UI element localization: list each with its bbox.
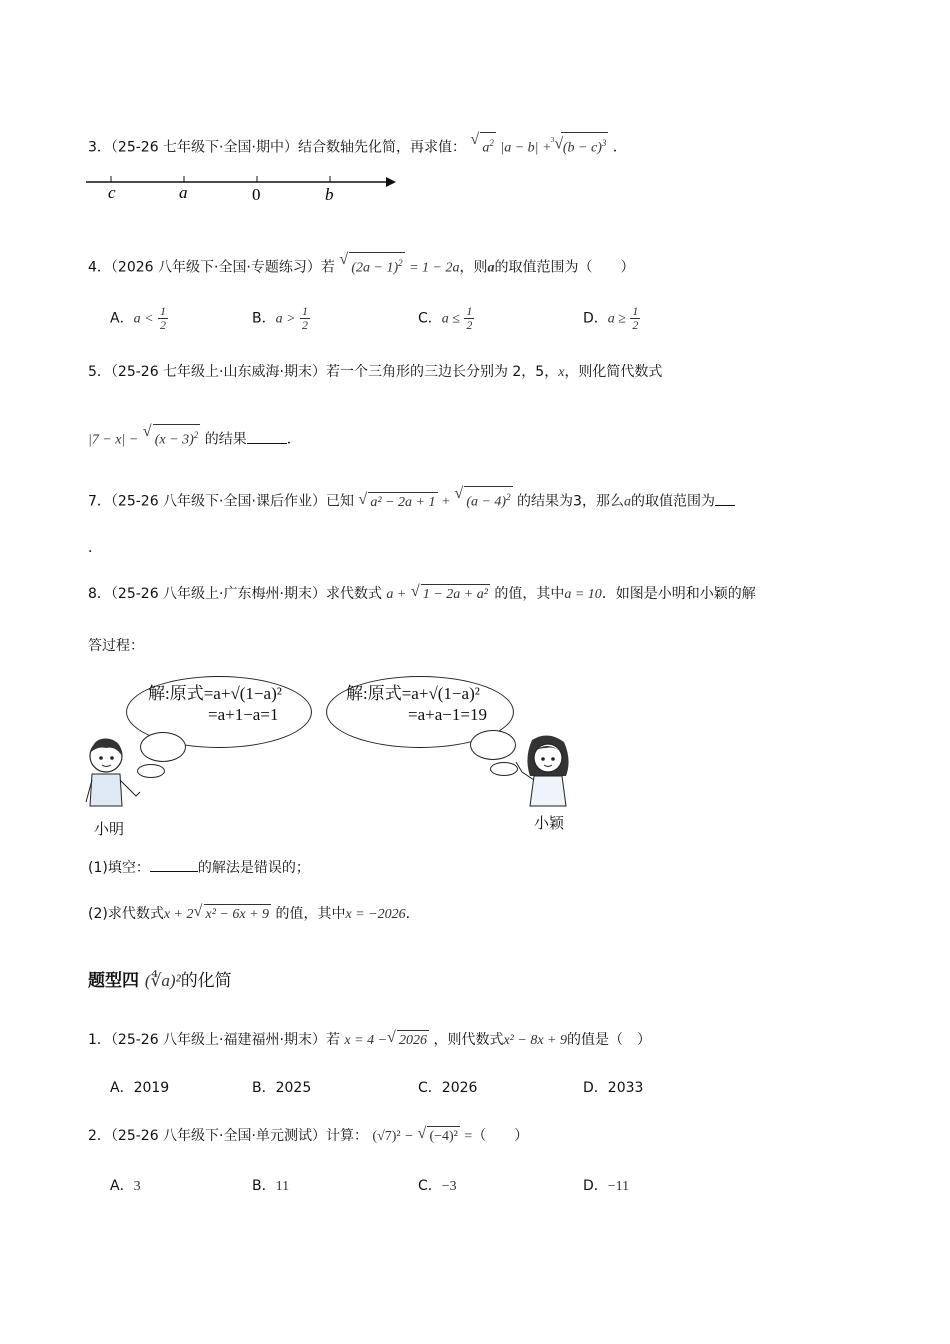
question-8-continuation: 答过程： xyxy=(88,638,144,654)
question-source: （25-26 八年级下·全国·单元测试） xyxy=(110,1128,326,1144)
question-3: 3．（25-26 七年级下·全国·期中）结合数轴先化简，再求值： √ $a^2$ |a − b| + $^3$√ $(b - c)^3$ ． xyxy=(88,132,627,159)
continuation-dot: ． xyxy=(88,540,102,556)
tick-label-b: b xyxy=(325,185,334,204)
number-line-arrow xyxy=(386,177,396,187)
sqrt-expression: √ 2026 xyxy=(387,1030,429,1051)
question-source: （25-26 八年级上·广东梅州·期末） xyxy=(110,586,326,602)
question-5: 5．（25-26 七年级上·山东威海·期末）若一个三角形的三边长分别为 2，5，x，则化简代数式 xyxy=(88,364,663,380)
question-4: 4．（2026 八年级下·全国·专题练习）若 √ $(2a - 1)^2 = 1 - 2a$，则a的取值范围为（ ） xyxy=(88,252,635,279)
section-question-2: 2．（25-26 八年级下·全国·单元测试）计算： (√7)² − √ (−4)² =（ ） xyxy=(88,1126,528,1147)
sqrt-expression: √ 1 − 2a + a² xyxy=(411,584,490,605)
question-source: （25-26 七年级上·山东威海·期末） xyxy=(110,364,326,380)
sqrt-expression: √ $(a - 4)^2$ xyxy=(454,486,512,513)
tick-label-0: 0 xyxy=(252,185,261,204)
question-7: 7．（25-26 八年级下·全国·课后作业）已知 √ a² − 2a + 1 + √ $(a - 4)^2$ 的结果为3，那么a的取值范围为 xyxy=(88,486,735,513)
option-c[interactable]: C．a ≤ $\frac{1}{2}$ xyxy=(418,304,473,332)
option-c[interactable]: C．−3 xyxy=(418,1178,457,1194)
sqrt-expression: √ x² − 6x + 9 xyxy=(194,904,272,925)
answer-blank[interactable] xyxy=(715,505,735,506)
option-a[interactable]: A．a < $\frac{1}{2}$ xyxy=(110,304,166,332)
section-question-1: 1．（25-26 八年级上·福建福州·期末）若 x = 4 − √ 2026 ，则代数式x² − 8x + 9的值是（ ） xyxy=(88,1030,651,1051)
thought-dot xyxy=(140,732,186,762)
question-8: 8．（25-26 八年级上·广东梅州·期末）求代数式 a + √ 1 − 2a + a² 的值，其中a = 10．如图是小明和小颖的解 xyxy=(88,584,756,605)
question-source: （2026 八年级下·全国·专题练习） xyxy=(110,259,321,276)
number-line xyxy=(86,170,406,206)
question-source: （25-26 八年级下·全国·课后作业） xyxy=(110,493,326,510)
option-c[interactable]: C．2026 xyxy=(418,1080,478,1096)
section-heading: 题型四 (∜a)²的化简 xyxy=(88,971,232,991)
answer-blank[interactable] xyxy=(247,443,287,444)
question-5-expression: |7 − x| − √ $(x - 3)^2$ 的结果 ． xyxy=(88,424,301,451)
xiaoming-solution-line2: =a+1−a=1 xyxy=(208,705,279,724)
tick-label-c: c xyxy=(108,183,116,202)
xiaoming-name: 小明 xyxy=(94,820,125,838)
option-d[interactable]: D．a ≥ $\frac{1}{2}$ xyxy=(583,304,639,332)
question-source: （25-26 七年级下·全国·期中） xyxy=(110,139,298,156)
answer-blank[interactable] xyxy=(150,871,198,872)
option-a[interactable]: A．3 xyxy=(110,1178,141,1194)
tick-label-a: a xyxy=(179,183,188,202)
option-d[interactable]: D．−11 xyxy=(583,1178,630,1194)
option-b[interactable]: B．a > $\frac{1}{2}$ xyxy=(252,304,309,332)
option-a[interactable]: A．2019 xyxy=(110,1080,170,1096)
sqrt-expression: √ $a^2$ xyxy=(470,132,496,159)
cube-root-expression: $^3$√ $(b - c)^3$ xyxy=(551,132,609,159)
sqrt-expression: √ (−4)² xyxy=(417,1126,459,1147)
question-8-part-2: (2)求代数式x + 2 √ x² − 6x + 9 的值，其中x = −2026． xyxy=(88,904,420,925)
xiaoming-solution-line1: 解:原式=a+√(1−a)² xyxy=(148,684,282,703)
sqrt-expression: √ $(2a - 1)^2$ xyxy=(339,252,404,279)
xiaoying-illustration xyxy=(510,732,580,810)
option-b[interactable]: B．2025 xyxy=(252,1080,312,1096)
sqrt-expression: √ a² − 2a + 1 xyxy=(358,492,437,513)
question-8-part-1: (1)填空： 的解法是错误的； xyxy=(88,860,310,876)
xiaoming-illustration xyxy=(84,734,144,814)
xiaoying-solution-line1: 解:原式=a+√(1−a)² xyxy=(346,684,480,703)
xiaoying-name: 小颖 xyxy=(534,814,565,832)
option-b[interactable]: B．11 xyxy=(252,1178,290,1194)
sqrt-expression: √ $(x - 3)^2$ xyxy=(143,424,201,451)
question-source: （25-26 八年级上·福建福州·期末） xyxy=(110,1032,326,1048)
xiaoying-solution-line2: =a+a−1=19 xyxy=(408,705,487,724)
option-d[interactable]: D．2033 xyxy=(583,1080,644,1096)
